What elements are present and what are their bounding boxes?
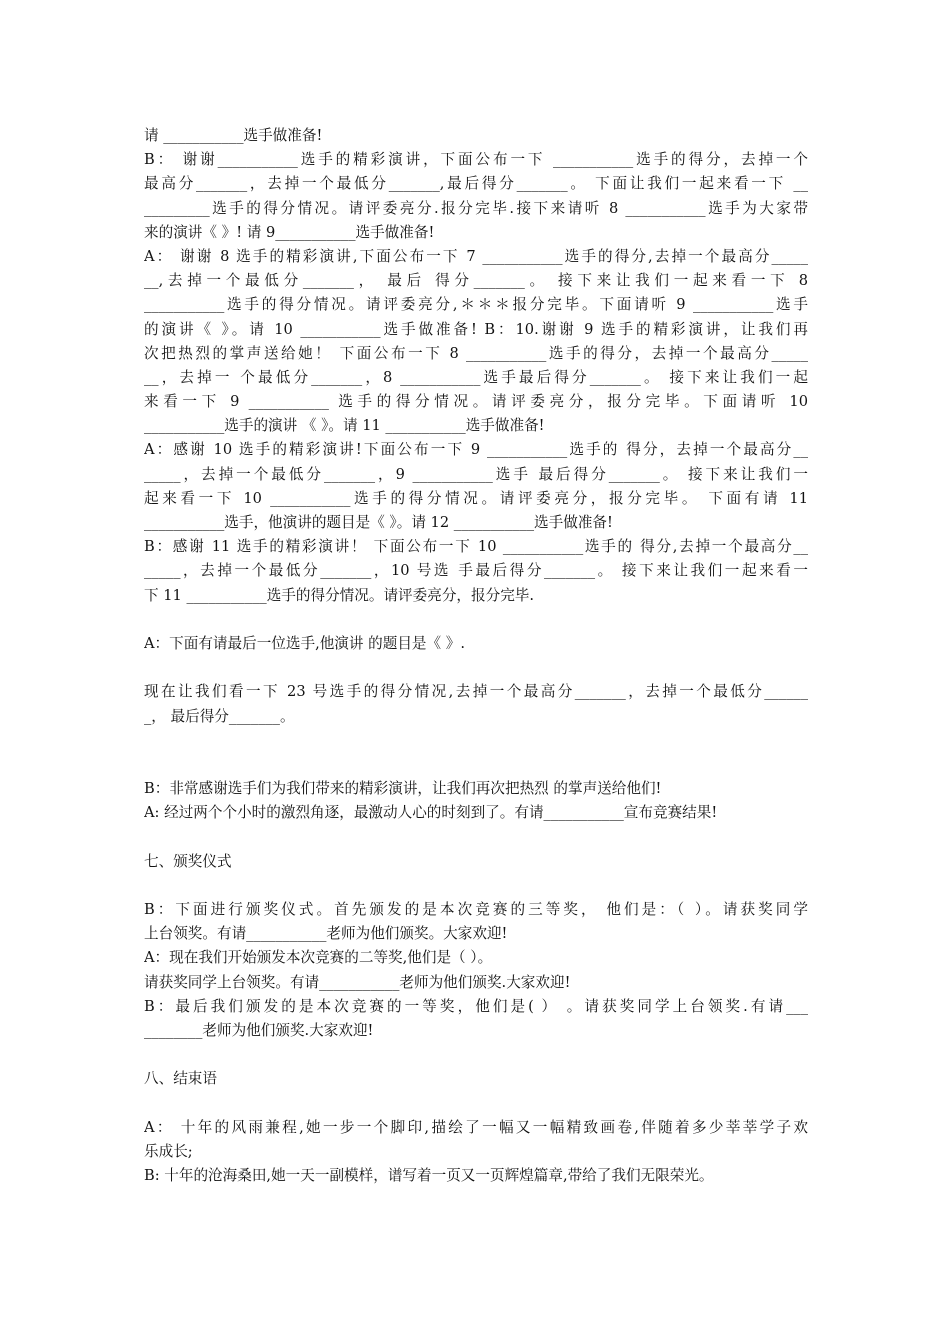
text-line: A：下面有请最后一位选手,他演讲 的题目是《 》. xyxy=(144,634,465,652)
text-line: ___________选手的得分情况。请评委亮分,＊＊＊报分完毕。下面请听 9 ___________选手 xyxy=(144,296,808,314)
text-line: B：非常感谢选手们为我们带来的精彩演讲，让我们再次把热烈 的掌声送给他们! xyxy=(144,780,662,798)
text-line: 乐成长; xyxy=(144,1142,193,1160)
blank-line xyxy=(144,1092,808,1116)
blank-line xyxy=(144,825,808,849)
text-line: 最高分_______，去掉一个最低分_______,最后得分_______。 下面让我们一起来看一下 __ xyxy=(144,175,808,193)
text-line: 的演讲《 》。请 10 ___________选手做准备! B：10.谢谢 9 选手的精彩演讲，让我们再 xyxy=(144,320,808,338)
text-line: 上台领奖。有请___________老师为他们颁奖。大家欢迎! xyxy=(144,925,508,943)
text-line: 请获奖同学上台领奖。有请___________老师为他们颁奖.大家欢迎! xyxy=(144,973,571,991)
text-line: B：感谢 11 选手的精彩演讲！ 下面公布一下 10 ___________选手的 得分,去掉一个最高分__ xyxy=(144,538,808,556)
text-line: 起来看一下 10 ___________选手的得分情况。请评委亮分，报分完毕。 下面有请 11 xyxy=(144,489,808,507)
text-line: B： 谢谢___________选手的精彩演讲，下面公布一下 ___________选手的得分，去掉一个 xyxy=(144,151,808,169)
text-line: B：下面进行颁奖仪式。首先颁发的是本次竞赛的三等奖， 他们是：（ ）。请获奖同学 xyxy=(144,901,808,918)
blank-line xyxy=(144,1043,808,1067)
text-line: 来的演讲《 》! 请 9___________选手做准备! xyxy=(144,223,435,241)
text-line: __,去掉一个最低分_______， 最后 得分_______。 接下来让我们一起来看一下 8 xyxy=(144,272,808,290)
text-line: __，去掉一 个最低分_______，8 ___________选手最后得分_______。 接下来让我们一起 xyxy=(144,368,808,386)
text-line: _____，去掉一个最低分_______，9 ___________选手 最后得分_______。 接下来让我们一 xyxy=(144,465,808,483)
text-line: _________选手的得分情况。请评委亮分.报分完毕.接下来请听 8 ___________选手为大家带 xyxy=(144,199,808,217)
text-line: ___________选手，他演讲的题目是《 》。请 12 ___________选手做准备! xyxy=(144,514,613,531)
section-heading: 八、结束语 xyxy=(144,1070,217,1088)
text-line: _____，去掉一个最低分_______，10 号选 手最后得分_______。 接下来让我们一起来看一 xyxy=(144,562,808,580)
text-line: A：现在我们开始颁发本次竞赛的二等奖,他们是（ ）。 xyxy=(144,949,493,967)
blank-line xyxy=(144,656,808,680)
text-line: _， 最后得分_______。 xyxy=(144,707,295,725)
text-line: 来看一下 9 ___________ 选手的得分情况。请评委亮分，报分完毕。下面请听 10 xyxy=(144,393,808,411)
text-line: A： 谢谢 8 选手的精彩演讲,下面公布一下 7 ___________选手的得分,去掉一个最高分_____ xyxy=(144,247,808,265)
text-line: 次把热烈的掌声送给她！ 下面公布一下 8 ___________选手的得分，去掉一个最高分_____ xyxy=(144,344,808,362)
blank-line xyxy=(144,753,808,777)
text-line: ________老师为他们颁奖.大家欢迎! xyxy=(144,1021,374,1039)
section-heading: 七、颁奖仪式 xyxy=(144,852,232,870)
text-line: ___________选手的演讲 《 》。请 11 ___________选手做准备! xyxy=(144,417,545,435)
blank-line xyxy=(144,874,808,898)
text-line: 现在让我们看一下 23 号选手的得分情况,去掉一个最高分_______，去掉一个最低分______ xyxy=(144,683,808,701)
text-line: A：感谢 10 选手的精彩演讲!下面公布一下 9 ___________选手的 得分，去掉一个最高分__ xyxy=(144,441,808,459)
text-line: B: 十年的沧海桑田,她一天一副模样，谱写着一页又一页辉煌篇章,带给了我们无限荣光。 xyxy=(144,1167,714,1185)
text-line: 下 11 ___________选手的得分情况。请评委亮分，报分完毕. xyxy=(144,586,535,604)
text-line: 请 ___________选手做准备! xyxy=(144,127,323,144)
text-line: A: 经过两个个小时的激烈角逐，最激动人心的时刻到了。有请___________宣布竞赛结果! xyxy=(144,804,718,822)
text-line: A： 十年的风雨兼程,她一步一个脚印,描绘了一幅又一幅精致画卷,伴随着多少莘莘学子欢 xyxy=(144,1118,808,1136)
blank-line xyxy=(144,729,808,753)
blank-line xyxy=(144,608,808,632)
document-body xyxy=(144,124,808,1188)
text-line: B：最后我们颁发的是本次竞赛的一等奖，他们是( ） 。请获奖同学上台领奖.有请___ xyxy=(144,997,808,1015)
